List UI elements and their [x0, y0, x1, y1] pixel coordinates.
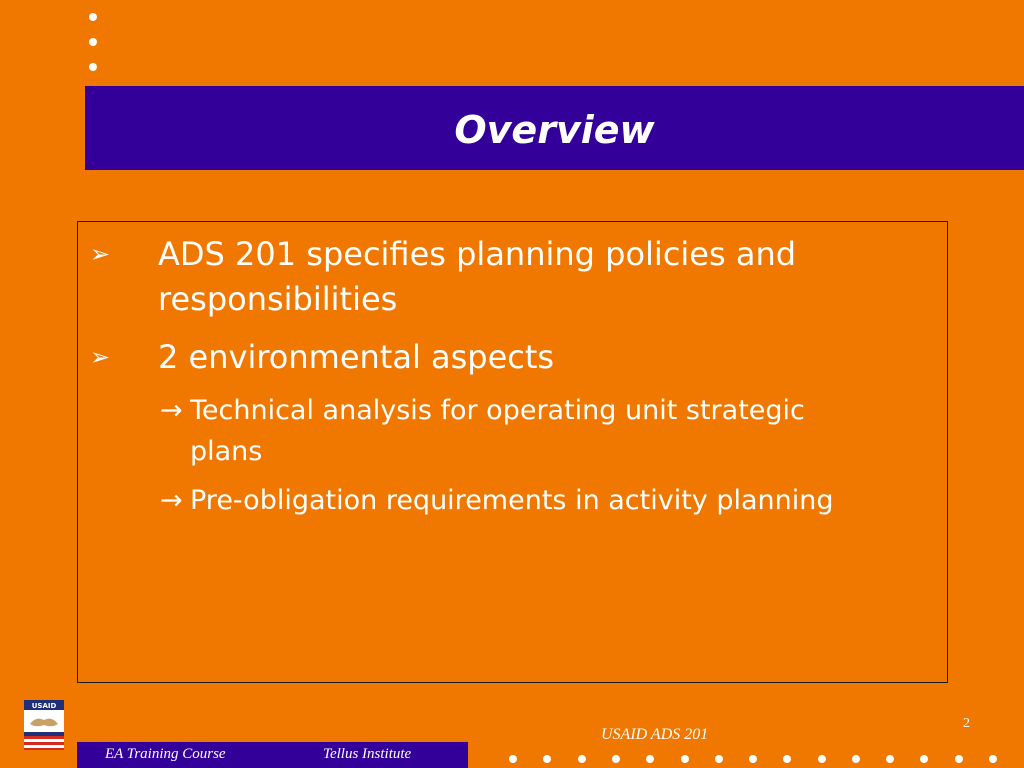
bullet-text: 2 environmental aspects	[158, 338, 555, 376]
decorative-dot	[920, 755, 928, 763]
decorative-dot	[578, 755, 586, 763]
decorative-dot	[646, 755, 654, 763]
footer-bar	[77, 742, 468, 768]
course-reference: USAID ADS 201	[601, 726, 709, 743]
decorative-dot	[612, 755, 620, 763]
decorative-dot	[955, 755, 963, 763]
page-number: 2	[963, 716, 970, 731]
right-arrow-icon: →	[160, 395, 183, 426]
bullet-arrow-icon: ➢	[90, 343, 111, 371]
decorative-dot	[681, 755, 689, 763]
decorative-dot	[509, 755, 517, 763]
decorative-dot	[89, 13, 97, 21]
footer-course-label: EA Training Course	[105, 746, 226, 762]
decorative-dot	[783, 755, 791, 763]
bullet-text: ADS 201 specifies planning policies and responsibilities	[158, 235, 797, 318]
decorative-dot	[543, 755, 551, 763]
decorative-dot	[989, 755, 997, 763]
decorative-dot	[749, 755, 757, 763]
slide-title: Overview	[454, 108, 655, 152]
decorative-dot	[89, 63, 97, 71]
decorative-dot	[715, 755, 723, 763]
footer-institute-label: Tellus Institute	[323, 746, 412, 762]
bullet-arrow-icon: ➢	[90, 240, 111, 268]
sub-bullet-text: Technical analysis for operating unit strategic plans	[190, 395, 805, 467]
decorative-dot	[89, 38, 97, 46]
decorative-dot	[852, 755, 860, 763]
svg-text:USAID: USAID	[31, 702, 57, 710]
decorative-dot	[818, 755, 826, 763]
decorative-dot	[886, 755, 894, 763]
usaid-logo-icon	[24, 700, 64, 750]
sub-bullet-text: Pre-obligation requirements in activity planning	[190, 485, 834, 516]
right-arrow-icon: →	[160, 485, 183, 516]
